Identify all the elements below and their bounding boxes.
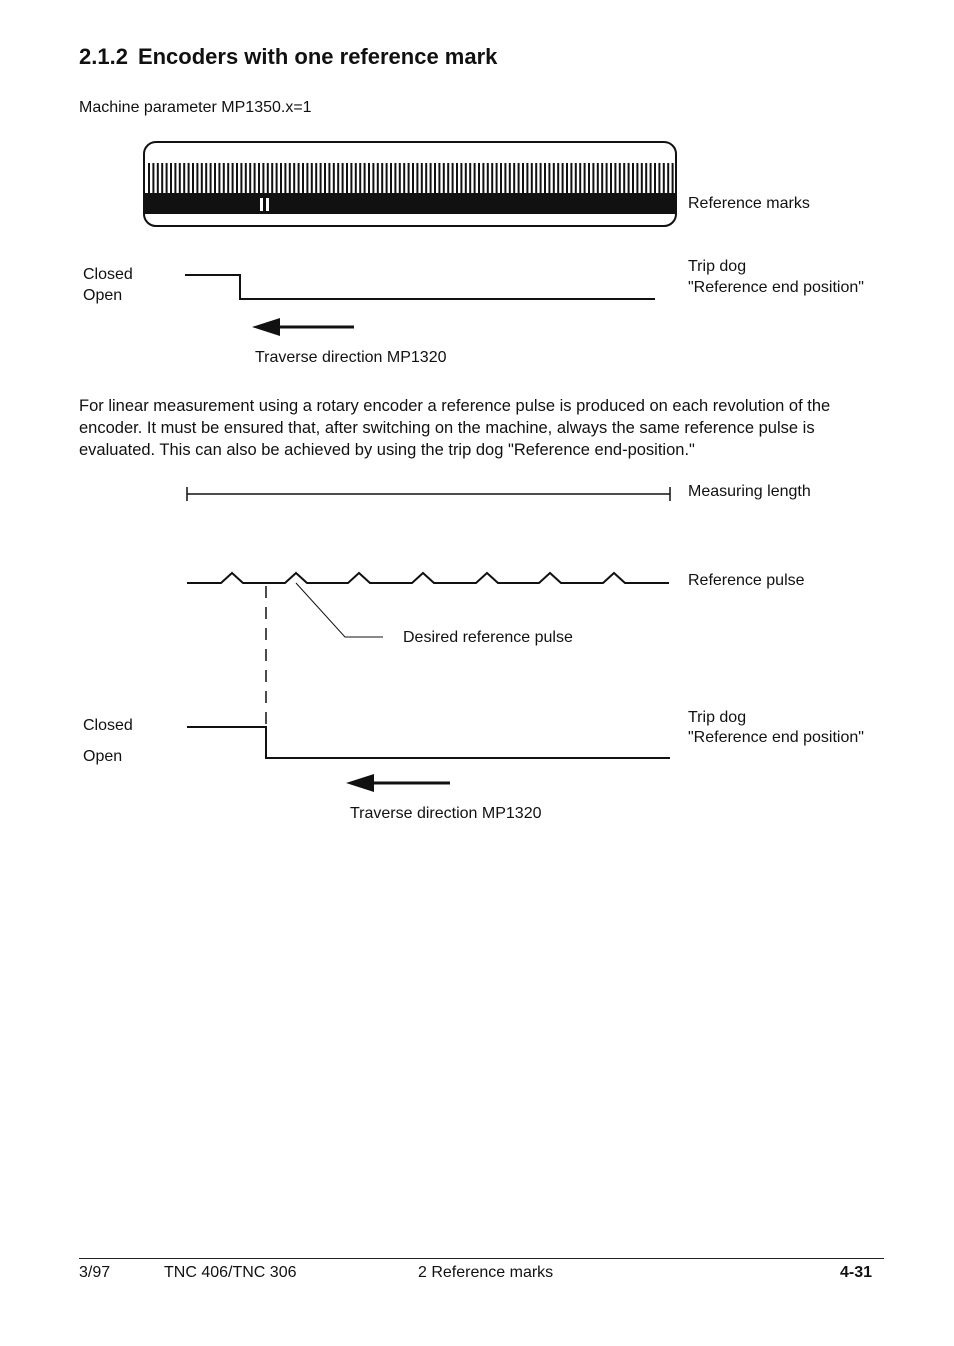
closed-label-2: Closed [83,717,133,734]
reference-pulse-train [187,573,669,583]
desired-pulse-leader [296,583,383,637]
trip-dog-signal-1 [185,275,655,299]
trip-dog-label-1: Trip dog [688,258,747,275]
trip-dog-sub-label-1: "Reference end position" [688,279,864,296]
open-label-1: Open [83,287,123,304]
footer-date: 3/97 [79,1264,111,1281]
trip-dog-signal-2 [187,727,670,758]
trip-dog-sub-label-2: "Reference end position" [688,729,864,746]
reference-pulse-label: Reference pulse [688,572,805,589]
measuring-length-label: Measuring length [688,483,811,500]
section-title: Encoders with one reference mark [137,44,498,69]
trip-dog-label-2: Trip dog [688,709,747,726]
traverse-arrow-1-head [252,318,280,336]
machine-parameter-text: Machine parameter MP1350.x=1 [79,99,312,116]
desired-pulse-label: Desired reference pulse [403,629,573,646]
reference-track [144,193,675,214]
footer-rule [79,1258,884,1259]
footer-chapter: 2 Reference marks [418,1264,554,1281]
footer-model: TNC 406/TNC 306 [164,1264,297,1281]
traverse-arrow-2-head [346,774,374,792]
reference-mark-1 [260,198,263,211]
closed-label-1: Closed [83,266,133,283]
reference-mark-2 [266,198,269,211]
open-label-2: Open [83,748,123,765]
reference-marks-label: Reference marks [688,195,810,212]
traverse-label-2: Traverse direction MP1320 [350,805,542,822]
footer-page-number: 4-31 [840,1264,873,1281]
body-paragraph: For linear measurement using a rotary encoder a reference pulse is produced on each revolution of the encoder. It must be ensured that, after switching on the machine, always the same reference pulse is evaluated. This can also be achieved by using the trip dog "Reference end-position." [79,397,831,459]
scale-ticks [148,163,674,193]
traverse-label-1: Traverse direction MP1320 [255,349,447,366]
section-number: 2.1.2 [79,44,128,69]
